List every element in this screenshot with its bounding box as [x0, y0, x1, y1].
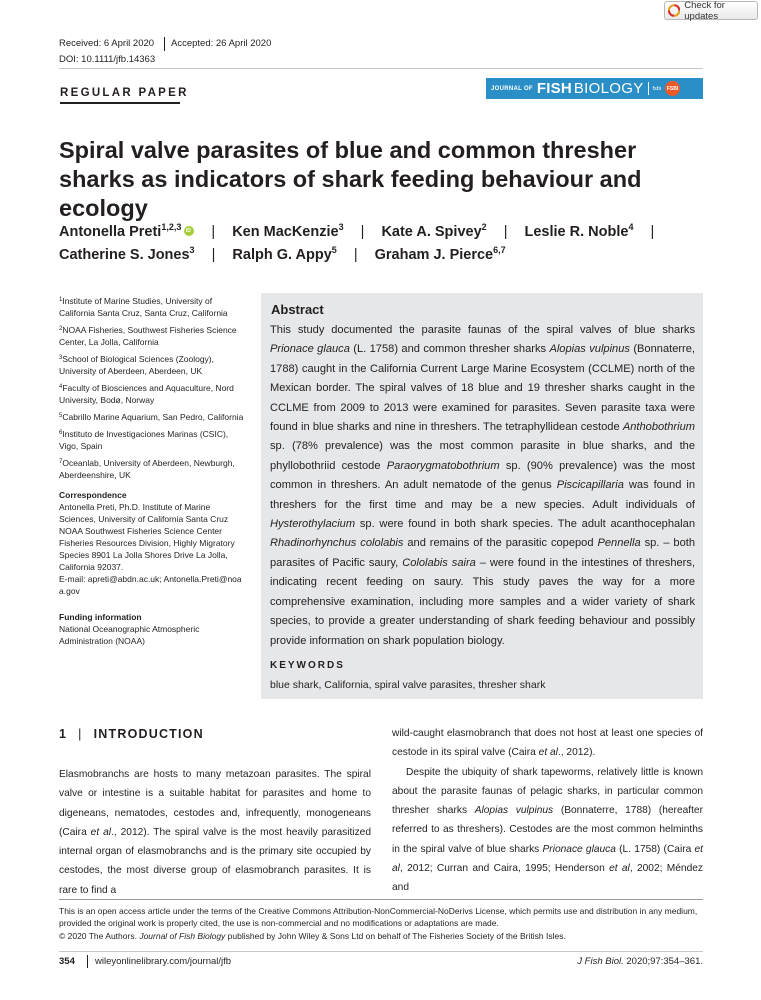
author-affiliation-sup: 1,2,3	[161, 222, 182, 232]
abstract-heading: Abstract	[271, 302, 324, 317]
society-logo-icon: FSBI	[665, 81, 680, 96]
funding-text: National Oceanographic Atmospheric Administration (NOAA)	[59, 624, 200, 646]
author-name[interactable]: Antonella Preti	[59, 224, 162, 240]
author-separator: |	[650, 224, 655, 240]
author-name[interactable]: Ralph G. Appy	[232, 247, 332, 263]
abstract-text: This study documented the parasite faunas of the spiral valves of blue sharks Prionace glauca (L. 1758) and common thresher sharks Alopias vulpinus (Bonnaterre, 1788) caught in the California Current Large Marine Ecosystem (CCLME) north of the Mexican border. The spiral valves of 18 blue and 19 thresher sharks caught in the CCLME from 2009 to 2013 were examined for parasites. Seven parasite taxa were found in blue sharks and nine in threshers. The tetraphyllidean cestode Anthobothrium sp. (78% prevalence) was the most common parasite in blue sharks, and the phyllobothriid cestode Paraorygmatobothrium sp. (90% prevalence) was the most common in threshers. An adult nematode of the genus Piscicapillaria was found in threshers for the first time and may be a new species. Adult individuals of Hysterothylacium sp. were found in both shark species. The adult acanthocephalan Rhadinorhynchus cololabis and remains of the parasitic copepod Pennella sp. – both parasites of Pacific saury, Cololabis saira – were found in the intestines of threshers, indicating recent feeding on saury. This study paves the way for a more comprehensive examination, including more samples and a wider variety of shark species, to provide a greater understanding of shark feeding behaviour and possibly provide information on shark population biology.	[270, 324, 696, 647]
affiliation: $^4$Faculty of Biosciences and Aquaculture, Nord University, Bodø, Norway	[59, 383, 234, 405]
paragraph: wild-caught elasmobranch that does not host at least one species of cestode in its spiral valve (Caira et al., 2012).	[392, 728, 703, 759]
affiliations-column	[59, 294, 247, 647]
body-column-1: Elasmobranchs are hosts to many metazoan parasites. The spiral valve or intestine is a suitable habitat for parasites and home to digeneans, nematodes, cestodes and, infrequently, monogeneans (Caira et al., 2012). The spiral valve is the most heavily parasitized internal organ of elasmobranchs and is the primary site occupied by cestodes, the most diverse group of elasmobranch parasites. It is rare to find a	[59, 769, 371, 896]
copyright-text: © 2020 The Authors. Journal of Fish Biology published by John Wiley & Sons Ltd on behalf of The Fisheries Society of the British Isles.	[59, 930, 566, 941]
affiliation: $^7$Oceanlab, University of Aberdeen, Newburgh, Aberdeenshire, UK	[59, 458, 235, 480]
author-separator: |	[353, 247, 358, 263]
citation: J Fish Biol. 2020;97:354–361.	[577, 956, 703, 967]
check-updates-label: Check for updates	[684, 0, 725, 22]
author-line-2	[59, 245, 506, 263]
author-name[interactable]: Leslie R. Noble	[524, 224, 629, 240]
author-affiliation-sup: 5	[331, 245, 337, 255]
author-name[interactable]: Ken MacKenzie	[232, 224, 339, 240]
journal-banner[interactable]	[486, 78, 703, 99]
author-affiliation-sup: 3	[189, 245, 195, 255]
paragraph: Despite the ubiquity of shark tapeworms, relatively little is known about the parasite faunas of pelagic sharks, in particular common thresher sharks Alopias vulpinus (Bonnaterre, 1788) (hereafter referred to as threshers). Cestodes are the most common helminths in the spiral valve of blue sharks Prionace glauca (L. 1758) (Caira et al, 2012; Curran and Caira, 1995; Henderson et al, 2002; Méndez and	[392, 766, 703, 894]
page-footer-rule	[59, 951, 703, 952]
doi-link[interactable]: DOI: 10.1111/jfb.14363	[59, 54, 156, 65]
correspondence-email[interactable]: E-mail: apreti@abdn.ac.uk; Antonella.Preti@noaa.gov	[59, 574, 242, 596]
license-footnote	[59, 905, 703, 942]
author-separator: |	[503, 224, 508, 240]
author-affiliation-sup: 2	[481, 222, 487, 232]
author-name[interactable]: Graham J. Pierce	[374, 247, 494, 263]
page-number: 354	[59, 956, 75, 967]
date-divider	[164, 37, 165, 51]
author-affiliation-sup: 3	[338, 222, 344, 232]
license-text: This is an open access article under the terms of the Creative Commons Attribution-NonCommercial-NoDerivs License, which permits use and distribution in any medium, provided the original work is properly cited, the use is non-commercial and no modifications or adaptations are made.	[59, 906, 698, 929]
accepted-date: Accepted: 26 April 2020	[171, 38, 272, 49]
check-for-updates-button[interactable]	[664, 1, 758, 20]
article-type: REGULAR PAPER	[60, 87, 189, 99]
received-date: Received: 6 April 2020	[59, 38, 155, 49]
author-separator: |	[211, 247, 216, 263]
article-type-underline	[60, 102, 180, 104]
journal-url-link[interactable]: wileyonlinelibrary.com/journal/jfb	[95, 956, 232, 967]
author-name[interactable]: Catherine S. Jones	[59, 247, 190, 263]
journal-fish: FISH	[536, 80, 572, 97]
journal-biology: BIOLOGY	[573, 80, 644, 97]
author-separator: |	[360, 224, 365, 240]
affiliation: $^3$School of Biological Sciences (Zoology), University of Aberdeen, Aberdeen, UK	[59, 354, 215, 376]
author-line-1	[59, 222, 667, 240]
affiliation: $^5$Cabrillo Marine Aquarium, San Pedro, California	[59, 412, 244, 422]
article-title: Spiral valve parasites of blue and common thresher sharks as indicators of shark feeding behaviour and ecology	[59, 137, 642, 221]
journal-of: JOURNAL OF	[491, 85, 533, 92]
header-rule	[59, 68, 703, 69]
affiliation: $^2$NOAA Fisheries, Southwest Fisheries Science Center, La Jolla, California	[59, 325, 237, 347]
correspondence-heading: Correspondence	[59, 490, 127, 500]
affiliation: $^1$Institute of Marine Studies, University of California Santa Cruz, Santa Cruz, California	[59, 296, 228, 318]
keywords-text: blue shark, California, spiral valve parasites, thresher shark	[270, 679, 546, 691]
footer-separator	[87, 955, 88, 968]
funding-heading: Funding information	[59, 612, 142, 622]
footnote-rule	[59, 899, 703, 900]
author-affiliation-sup: 4	[628, 222, 634, 232]
correspondence-text: Antonella Preti, Ph.D. Institute of Marine Sciences, University of California Santa Cruz NOAA Southwest Fisheries Science Center Fisheries Resources Division, Highly Migratory Species 8901 La Jolla Shores Drive La Jolla, California 92037.	[59, 502, 235, 572]
affiliation: $^6$Instituto de Investigaciones Marinas (CSIC), Vigo, Spain	[59, 429, 229, 451]
author-separator: |	[211, 224, 216, 240]
society-name: fsbi	[652, 85, 662, 92]
orcid-icon[interactable]	[184, 226, 194, 236]
keywords-heading: KEYWORDS	[270, 660, 345, 671]
section-heading: 1 | INTRODUCTION	[59, 727, 204, 741]
check-updates-icon	[668, 4, 680, 17]
author-name[interactable]: Kate A. Spivey	[381, 224, 482, 240]
body-column-2	[392, 724, 703, 898]
author-affiliation-sup: 6,7	[493, 245, 506, 255]
journal-banner-separator	[648, 82, 649, 95]
